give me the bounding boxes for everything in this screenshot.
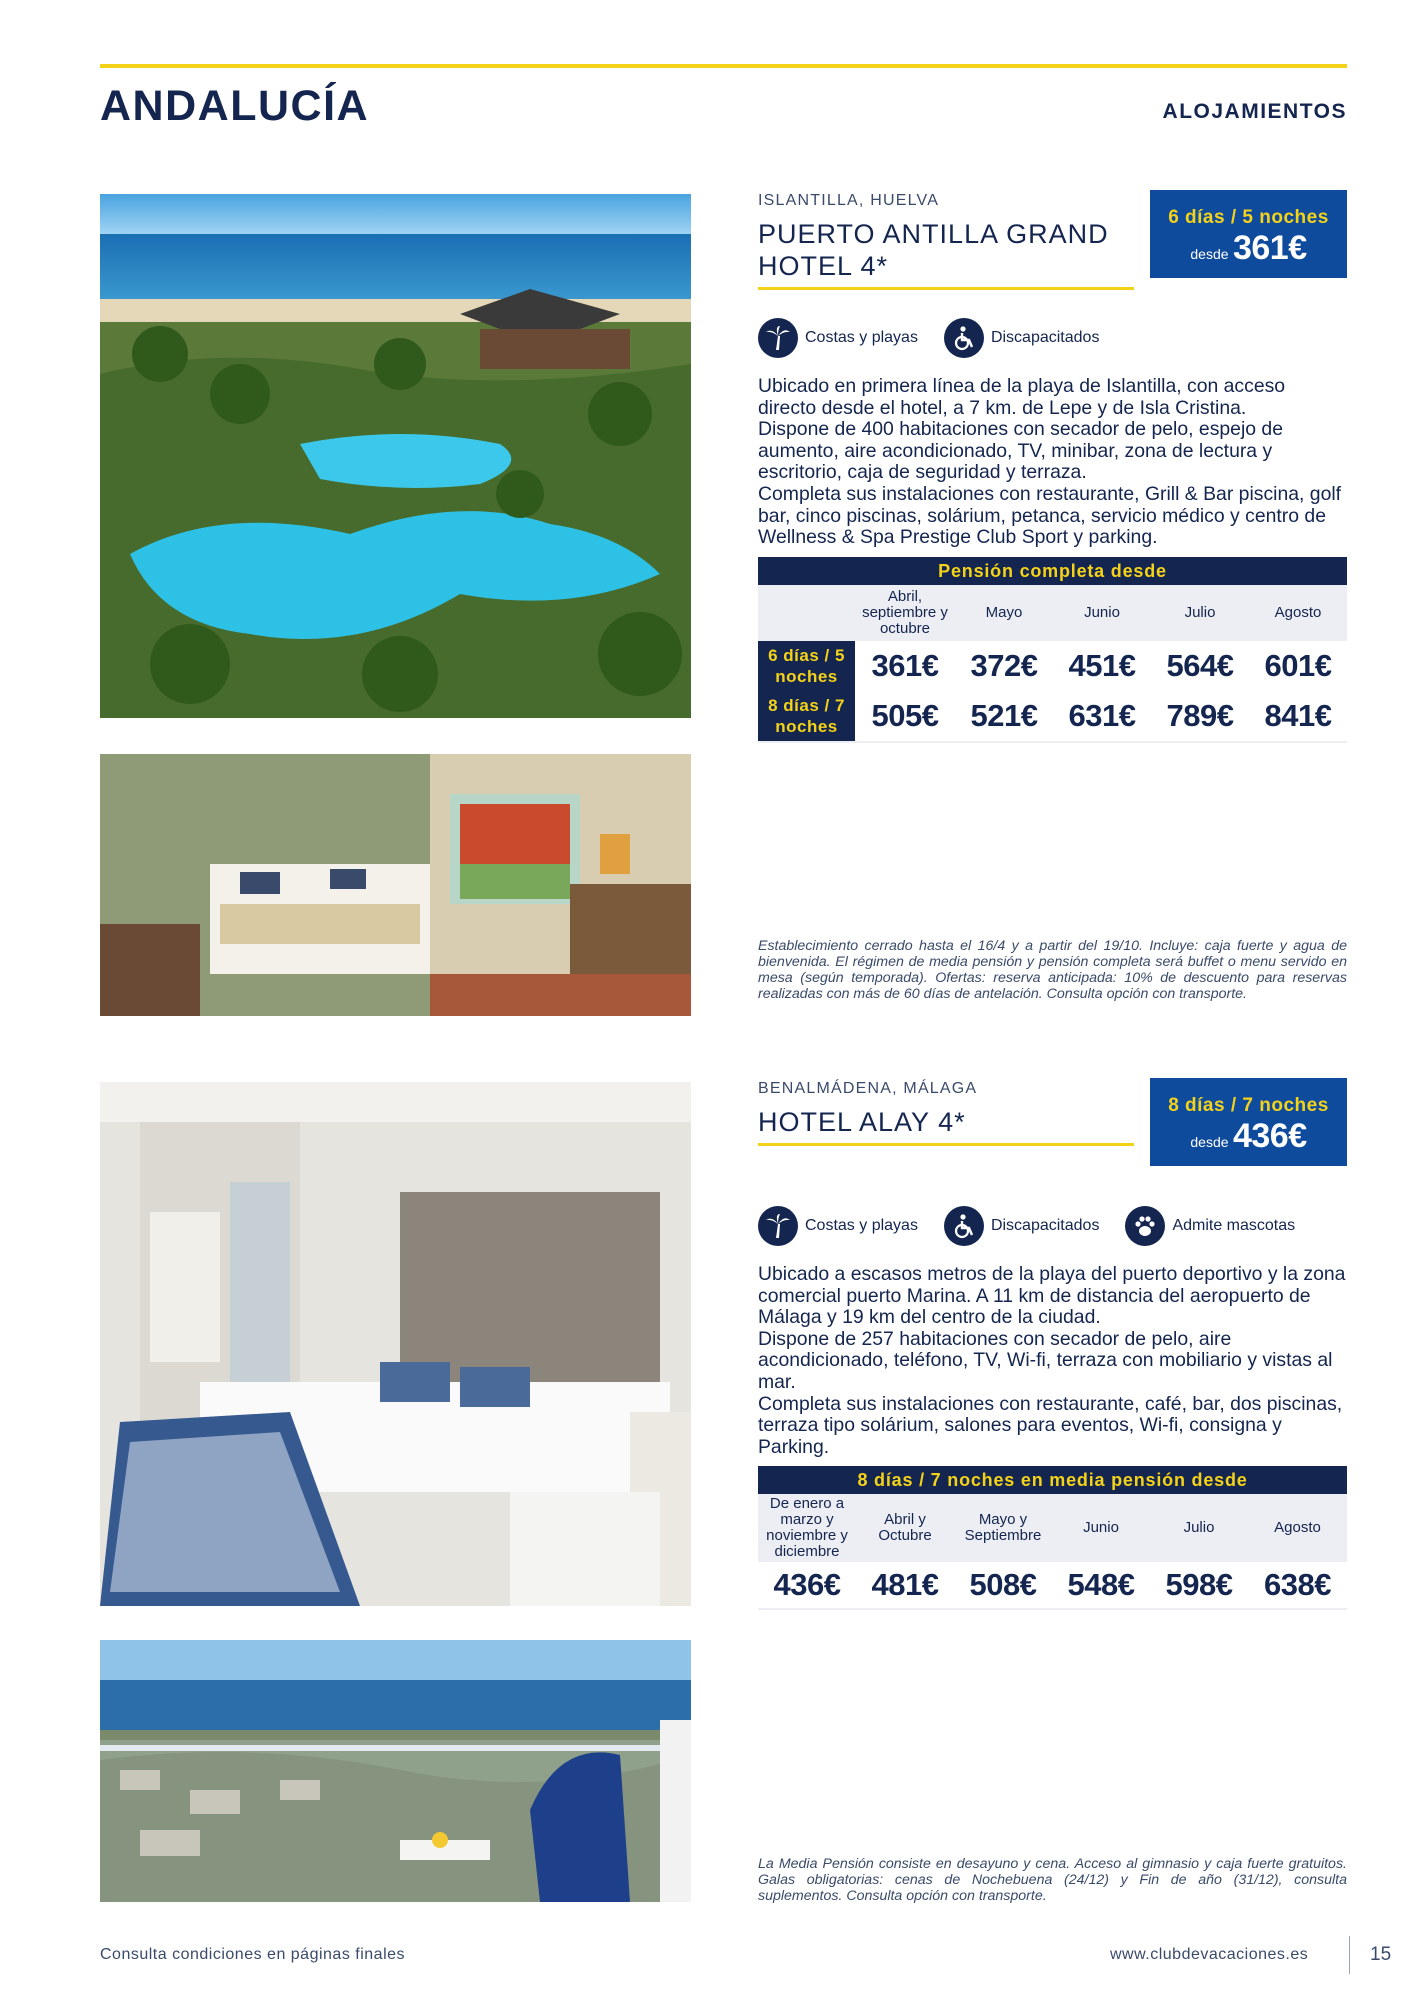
column-header: Junio	[1083, 1519, 1119, 1537]
section-label: ALOJAMIENTOS	[1162, 100, 1347, 123]
footer-website-link[interactable]: www.clubdevacaciones.es	[1110, 1946, 1309, 1963]
price-cell: 451€	[1068, 647, 1136, 683]
hotel-2-price-box	[1150, 1078, 1347, 1166]
price-cell: 601€	[1264, 647, 1332, 683]
price-cell: 508€	[969, 1567, 1037, 1603]
feature-beaches	[758, 318, 918, 358]
hotel-2-features	[758, 1206, 1347, 1246]
hotel-1-name: PUERTO ANTILLA GRAND HOTEL 4*	[758, 219, 1109, 281]
hotel-2-price-stay: 8 días / 7 noches	[1168, 1095, 1329, 1116]
hotel-1-resort-photo	[100, 194, 691, 718]
feature-accessible	[944, 1206, 1100, 1246]
footer-divider	[1349, 1936, 1350, 1974]
page-number: 15	[1370, 1944, 1392, 1965]
footer-conditions: Consulta condiciones en páginas finales	[100, 1946, 406, 1963]
hotel-2-balcony-photo	[100, 1640, 691, 1902]
hotel-1-features	[758, 318, 1347, 358]
column-header: Junio	[1084, 603, 1120, 621]
description-paragraph: Completa sus instalaciones con restaurante, café, bar, dos piscinas, terraza tipo solárium, salones para eventos, Wi-fi, consigna y Parking.	[758, 1392, 1343, 1458]
hotel-1-card	[758, 192, 1347, 743]
hotel-1-name-underline	[758, 287, 1134, 290]
price-cell: 436€	[773, 1567, 841, 1603]
price-cell: 521€	[970, 697, 1038, 733]
row-label: 8 días / 7 noches	[758, 691, 855, 741]
price-cell: 505€	[871, 697, 939, 733]
description-paragraph: Dispone de 400 habitaciones con secador de pelo, espejo de aumento, aire acondicionado, TV, minibar, zona de lectura y escritorio, caja de seguridad y terraza.	[758, 418, 1284, 484]
hotel-2-price-value: 436€	[1232, 1117, 1307, 1155]
column-header: Agosto	[1274, 1519, 1321, 1537]
header-rule	[100, 64, 1347, 68]
price-table-title: 8 días / 7 noches en media pensión desde	[758, 1466, 1347, 1494]
price-cell: 789€	[1166, 697, 1234, 733]
column-header: Agosto	[1274, 603, 1322, 621]
wheelchair-icon	[944, 318, 984, 358]
hotel-2-card	[758, 1080, 1347, 1610]
palm-tree-icon	[758, 1206, 798, 1246]
palm-tree-icon	[758, 318, 798, 358]
price-cell: 564€	[1166, 647, 1234, 683]
table-bottom-rule	[758, 741, 1347, 743]
price-cell: 361€	[871, 647, 939, 683]
feature-label: Costas y playas	[805, 1217, 918, 1234]
description-paragraph: Dispone de 257 habitaciones con secador de pelo, aire acondicionado, teléfono, TV, Wi-fi, terraza con mobiliario y vistas al mar.	[758, 1327, 1333, 1393]
hotel-1-price-stay: 6 días / 5 noches	[1168, 207, 1329, 228]
table-row	[758, 641, 1347, 691]
price-cell: 372€	[970, 647, 1038, 683]
column-header: Mayo y Septiembre	[964, 1511, 1042, 1545]
feature-label: Discapacitados	[990, 1217, 1100, 1234]
hotel-1-price-box	[1150, 190, 1347, 278]
column-header: Julio	[1184, 603, 1216, 621]
wheelchair-icon	[944, 1206, 984, 1246]
hotel-2-note: La Media Pensión consiste en desayuno y cena. Acceso al gimnasio y caja fuerte gratuitos. Galas obligatorias: cenas de Nochebuena (24/12) y Fin de año (31/12), consulta suplementos. Consulta opción con transporte.	[758, 1856, 1347, 1904]
price-table-header	[758, 585, 1347, 641]
column-header: Abril, septiembre y octubre	[862, 587, 948, 637]
paw-icon	[1125, 1206, 1165, 1246]
description-paragraph: Ubicado en primera línea de la playa de Islantilla, con acceso directo desde el hotel, a 7 km. de Lepe y de Isla Cristina.	[758, 375, 1286, 419]
description-paragraph: Ubicado a escasos metros de la playa del puerto deportivo y la zona comercial puerto Marina. A 11 km de distancia del aeropuerto de Málaga y 19 km del centro de la ciudad.	[758, 1263, 1346, 1329]
feature-label: Discapacitados	[990, 329, 1100, 346]
column-header: Mayo	[985, 603, 1023, 621]
column-header: De enero a marzo y noviembre y diciembre	[766, 1495, 848, 1561]
hotel-1-price-value: 361€	[1232, 229, 1307, 267]
table-bottom-rule	[758, 1608, 1347, 1610]
price-cell: 598€	[1165, 1567, 1233, 1603]
hotel-2-price-table	[758, 1466, 1347, 1610]
feature-label: Admite mascotas	[1172, 1217, 1296, 1234]
feature-pets	[1125, 1206, 1295, 1246]
column-header: Julio	[1183, 1519, 1215, 1537]
hotel-1-location: ISLANTILLA, HUELVA	[758, 192, 940, 209]
description-paragraph: Completa sus instalaciones con restaurante, Grill & Bar piscina, golf bar, cinco piscinas, solárium, petanca, servicio médico y centro de Wellness & Spa Prestige Club Sport y parking.	[758, 482, 1342, 549]
region-title: ANDALUCÍA	[100, 82, 370, 130]
price-cell: 631€	[1068, 697, 1136, 733]
price-cell: 841€	[1264, 697, 1332, 733]
hotel-2-description	[758, 1264, 1347, 1458]
feature-label: Costas y playas	[805, 329, 918, 346]
feature-beaches	[758, 1206, 918, 1246]
hotel-1-price-desde: desde	[1190, 246, 1229, 262]
column-header: Abril y Octubre	[878, 1511, 932, 1545]
hotel-1-note: Establecimiento cerrado hasta el 16/4 y a partir del 19/10. Incluye: caja fuerte y agua de bienvenida. El régimen de media pensión y pensión completa será buffet o menu servido en mesa (según temporada). Ofertas: reserva anticipada: 10% de descuento para reservas realizadas con más de 60 días de antelación. Consulta opción con transporte.	[758, 938, 1347, 1002]
price-table-header	[758, 1494, 1347, 1562]
price-cell: 638€	[1264, 1567, 1331, 1603]
hotel-2-name: HOTEL ALAY 4*	[758, 1107, 966, 1137]
hotel-1-description	[758, 376, 1347, 549]
feature-accessible	[944, 318, 1100, 358]
hotel-2-room-photo	[100, 1082, 691, 1606]
hotel-2-name-underline	[758, 1143, 1134, 1146]
header-spacer	[758, 585, 855, 641]
price-table-title: Pensión completa desde	[758, 557, 1347, 585]
hotel-1-price-table	[758, 557, 1347, 743]
table-row	[758, 1562, 1347, 1608]
price-cell: 481€	[871, 1567, 939, 1603]
hotel-2-price-desde: desde	[1190, 1134, 1229, 1150]
table-row	[758, 691, 1347, 741]
row-label: 6 días / 5 noches	[758, 641, 855, 691]
price-cell: 548€	[1067, 1567, 1135, 1603]
hotel-2-location: BENALMÁDENA, MÁLAGA	[758, 1080, 978, 1097]
hotel-1-room-photo	[100, 754, 691, 1016]
